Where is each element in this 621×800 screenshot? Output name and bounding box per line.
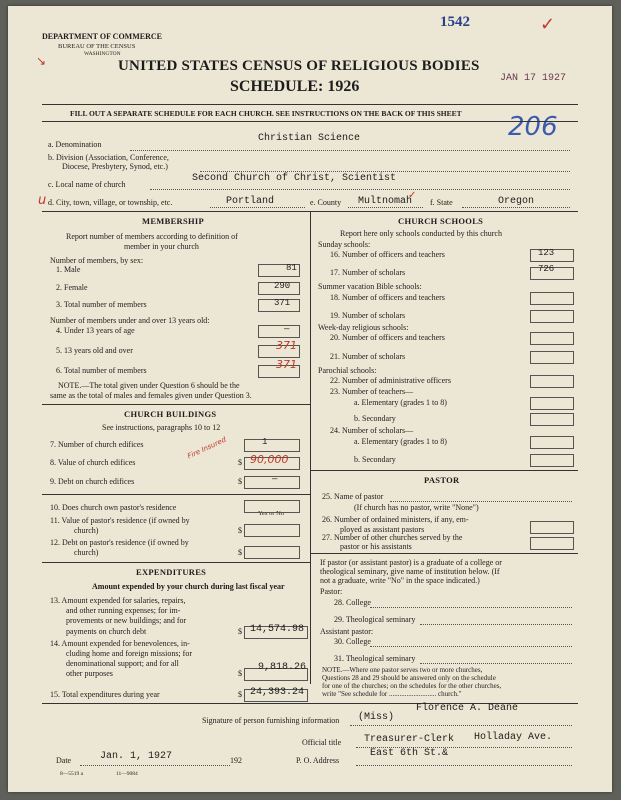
summer-schools-label: Summer vacation Bible schools: — [318, 282, 422, 291]
q11-label-2: church) — [74, 526, 99, 535]
membership-heading: MEMBERSHIP — [142, 216, 205, 226]
q15-value: 24,393.24 — [250, 687, 305, 698]
rule — [370, 607, 572, 608]
q20-box[interactable] — [530, 332, 574, 345]
q22-label: 22. Number of administrative officers — [330, 376, 451, 385]
q12-label-2: church) — [74, 548, 99, 557]
rule — [130, 150, 570, 151]
membership-note: NOTE.—The total given under Question 6 should be the — [58, 381, 240, 390]
graduate-note-3: not a graduate, write "No" in the space indicated.) — [320, 576, 480, 585]
schools-intro: Report here only schools conducted by this church — [340, 229, 502, 238]
q23b-box[interactable] — [530, 413, 574, 426]
denomination-value: Christian Science — [258, 133, 361, 144]
q12-label: 12. Debt on pastor's residence (if owned by — [50, 538, 189, 547]
divider — [310, 553, 578, 554]
q5-label: 5. 13 years old and over — [56, 346, 133, 355]
q16-value: 123 — [538, 248, 555, 258]
q25-label: 25. Name of pastor — [322, 492, 384, 501]
schools-heading: CHURCH SCHOOLS — [398, 216, 484, 226]
q31-label: 31. Theological seminary — [334, 654, 416, 663]
division-label-2: Diocese, Presbytery, Synod, etc.) — [62, 162, 168, 171]
q19-label: 19. Number of scholars — [330, 311, 406, 320]
division-label: b. Division (Association, Conference, — [48, 153, 169, 162]
q11-label: 11. Value of pastor's residence (if owned by — [50, 516, 190, 525]
q16-label: 16. Number of officers and teachers — [330, 250, 445, 259]
date-value: Jan. 1, 1927 — [100, 751, 173, 762]
q6-value: 371 — [276, 358, 297, 371]
pastor-heading: PASTOR — [424, 475, 460, 485]
code-number: 206 — [508, 112, 558, 142]
q24b-label: b. Secondary — [354, 455, 396, 464]
divider — [42, 494, 310, 495]
graduate-note-2: theological seminary, give name of institution below. (If — [320, 567, 500, 576]
church-name-value: Second Church of Christ, Scientist — [192, 173, 397, 184]
parochial-schools-label: Parochial schools: — [318, 366, 377, 375]
age-heading: Number of members under and over 13 years old: — [50, 316, 210, 325]
signature-label: Signature of person furnishing information — [202, 716, 340, 725]
dollar-sign: $ — [238, 458, 242, 467]
received-date-stamp: JAN 17 1927 — [500, 73, 567, 84]
pastor-sublabel: Pastor: — [320, 587, 343, 596]
q13-label-4: payments on church debt — [66, 627, 147, 636]
q19-box[interactable] — [530, 310, 574, 323]
department-label: DEPARTMENT OF COMMERCE — [42, 32, 163, 41]
q1-value: 81 — [286, 263, 297, 273]
rule — [350, 725, 572, 726]
q14-label-3: denominational support; and for all — [66, 659, 179, 668]
q13-label: 13. Amount expended for salaries, repairs, — [50, 596, 186, 605]
q9-value: — — [272, 474, 278, 484]
q24a-label: a. Elementary (grades 1 to 8) — [354, 437, 447, 446]
rule — [80, 765, 230, 766]
q10-label: 10. Does church own pastor's residence — [50, 503, 177, 512]
q18-box[interactable] — [530, 292, 574, 305]
divider — [42, 562, 310, 563]
q24b-box[interactable] — [530, 454, 574, 467]
q13-value: 14,574.98 — [250, 624, 305, 635]
q7-value: 1 — [262, 437, 268, 447]
q2-value: 290 — [274, 281, 291, 291]
yes-no-hint: Yes or No — [258, 510, 285, 517]
q22-box[interactable] — [530, 375, 574, 388]
dollar-sign: $ — [238, 526, 242, 535]
q7-box[interactable] — [244, 439, 300, 452]
q3-label: 3. Total number of members — [56, 300, 147, 309]
expenditures-heading: EXPENDITURES — [136, 567, 207, 577]
q14-value: 9,818.26 — [258, 662, 307, 673]
state-value: Oregon — [498, 196, 535, 207]
year-suffix: 192 — [230, 756, 242, 765]
check-mark: ✓ — [540, 14, 556, 35]
q1-label: 1. Male — [56, 265, 81, 274]
rule — [390, 501, 572, 502]
form-number: 8—5519 a — [60, 771, 84, 777]
q4-value: — — [284, 324, 290, 334]
q4-box[interactable] — [258, 325, 300, 338]
state-label: f. State — [430, 198, 453, 207]
county-value: Multnomah — [358, 196, 413, 207]
city-label: d. City, town, village, or township, etc. — [48, 198, 173, 207]
q10-box[interactable] — [244, 500, 300, 513]
county-label: e. County — [310, 198, 342, 207]
q26-box[interactable] — [530, 521, 574, 534]
dollar-sign: $ — [238, 669, 242, 678]
q21-label: 21. Number of scholars — [330, 352, 406, 361]
serial-number: 1542 — [440, 14, 470, 30]
by-sex-label: Number of members, by sex: — [50, 256, 144, 265]
buildings-subheading: See instructions, paragraphs 10 to 12 — [102, 423, 221, 432]
city-label: WASHINGTON — [84, 51, 121, 57]
bureau-label: BUREAU OF THE CENSUS — [58, 43, 136, 50]
assistant-sublabel: Assistant pastor: — [320, 627, 374, 636]
q6-label: 6. Total number of members — [56, 366, 147, 375]
pastor-note-4: write "See schedule for ........................... church." — [322, 690, 462, 698]
q12-box[interactable] — [244, 546, 300, 559]
q29-label: 29. Theological seminary — [334, 615, 416, 624]
denomination-label: a. Denomination — [48, 140, 102, 149]
q8-value: 90,000 — [250, 453, 289, 466]
membership-intro: Report number of members according to definition of — [66, 232, 238, 241]
weekday-schools-label: Week-day religious schools: — [318, 323, 409, 332]
q7-label: 7. Number of church edifices — [50, 440, 144, 449]
divider — [310, 470, 578, 471]
dollar-sign: $ — [238, 548, 242, 557]
divider — [42, 121, 578, 122]
q28-label: 28. College — [334, 598, 371, 607]
q17-label: 17. Number of scholars — [330, 268, 406, 277]
q11-box[interactable] — [244, 524, 300, 537]
buildings-heading: CHURCH BUILDINGS — [124, 409, 217, 419]
city-value: Portland — [226, 196, 275, 207]
q9-label: 9. Debt on church edifices — [50, 477, 135, 486]
pastor-note-1: NOTE.—Where one pastor serves two or more churches, — [322, 666, 483, 674]
q8-note: Fire Insured — [186, 435, 228, 461]
margin-mark: u — [38, 193, 47, 208]
q20-label: 20. Number of officers and teachers — [330, 333, 445, 342]
q23a-box[interactable] — [530, 397, 574, 410]
divider — [42, 404, 310, 405]
q15-label: 15. Total expenditures during year — [50, 690, 160, 699]
rule — [210, 207, 305, 208]
rule — [150, 189, 570, 190]
church-name-label: c. Local name of church — [48, 180, 126, 189]
rule — [420, 663, 572, 664]
rule — [462, 207, 570, 208]
q27-label-2: pastor or his assistants — [340, 542, 412, 551]
membership-note-2: same as the total of males and females given under Question 3. — [50, 391, 252, 400]
q14-label-2: cluding home and foreign missions; for — [66, 649, 192, 658]
q25-hint: (If church has no pastor, write "None") — [354, 503, 479, 512]
q23b-label: b. Secondary — [354, 414, 396, 423]
form-number-2: 11—9084 — [116, 771, 138, 777]
date-label: Date — [56, 756, 72, 765]
rule — [200, 171, 570, 172]
pastor-note-3: for one of the churches; on the schedules for the other churches, — [322, 682, 502, 690]
rule — [420, 624, 572, 625]
rule — [348, 207, 423, 208]
q4-label: 4. Under 13 years of age — [56, 326, 135, 335]
q2-label: 2. Female — [56, 283, 88, 292]
signature-name: Florence A. Deane — [416, 703, 519, 714]
expenditures-subheading: Amount expended by your church during last fiscal year — [92, 582, 285, 591]
q18-label: 18. Number of officers and teachers — [330, 293, 445, 302]
form-title: UNITED STATES CENSUS OF RELIGIOUS BODIES — [118, 58, 480, 74]
pastor-note-2: Questions 28 and 29 should be answered only on the schedule — [322, 674, 496, 682]
q24-label: 24. Number of scholars— — [330, 426, 414, 435]
q26-label: 26. Number of ordained ministers, if any, em- — [322, 515, 469, 524]
q13-label-2: and other running expenses; for im- — [66, 606, 181, 615]
graduate-note: If pastor (or assistant pastor) is a graduate of a college or — [320, 558, 502, 567]
dollar-sign: $ — [238, 627, 242, 636]
address-line-2: East 6th St.& — [370, 748, 449, 759]
membership-intro-2: member in your church — [124, 242, 199, 251]
dollar-sign: $ — [238, 690, 242, 699]
sunday-schools-label: Sunday schools: — [318, 240, 371, 249]
q8-label: 8. Value of church edifices — [50, 458, 136, 467]
po-address-label: P. O. Address — [296, 756, 340, 765]
rule — [356, 765, 572, 766]
q26-label-2: ployed as assistant pastors — [340, 525, 425, 534]
q14-label-4: other purposes — [66, 669, 113, 678]
q27-label: 27. Number of other churches served by the — [322, 533, 463, 542]
q3-value: 371 — [274, 298, 291, 308]
q23-label: 23. Number of teachers— — [330, 387, 414, 396]
schedule-title: SCHEDULE: 1926 — [230, 78, 360, 95]
address-line-1: Holladay Ave. — [474, 732, 553, 743]
dollar-sign: $ — [238, 477, 242, 486]
signature-title: (Miss) — [358, 712, 395, 723]
q23a-label: a. Elementary (grades 1 to 8) — [354, 398, 447, 407]
q17-value: 726 — [538, 264, 555, 274]
margin-arrow: ↘ — [36, 54, 47, 68]
q30-label: 30. College — [334, 637, 371, 646]
official-title-label: Official title — [302, 738, 342, 747]
q27-box[interactable] — [530, 537, 574, 550]
q21-box[interactable] — [530, 351, 574, 364]
official-title-value: Treasurer-Clerk — [364, 734, 455, 745]
column-divider — [310, 211, 311, 684]
rule — [370, 646, 572, 647]
divider — [42, 104, 578, 105]
instruction-line: FILL OUT A SEPARATE SCHEDULE FOR EACH CHURCH. SEE INSTRUCTIONS ON THE BACK OF THIS SHEET — [70, 109, 462, 118]
q24a-box[interactable] — [530, 436, 574, 449]
q14-label: 14. Amount expended for benevolences, in- — [50, 639, 190, 648]
check-mark: ✓ — [408, 190, 417, 201]
q13-label-3: provements or new buildings; and for — [66, 616, 187, 625]
q5-value: 371 — [276, 339, 297, 352]
